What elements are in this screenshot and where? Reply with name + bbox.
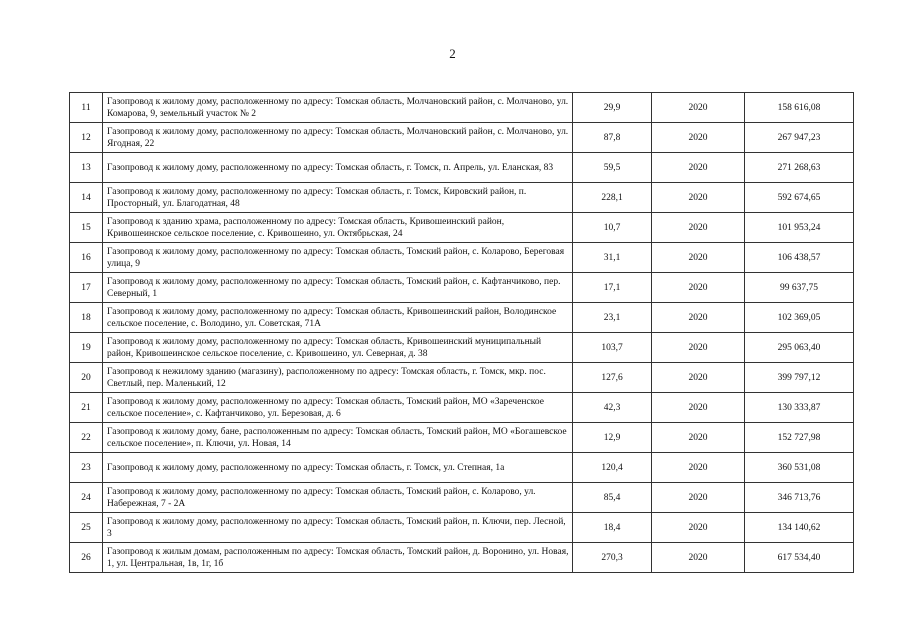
cost-cell: 102 369,05 [745,303,854,333]
table-row [70,303,854,333]
row-number-cell: 24 [70,483,103,513]
year-cell: 2020 [652,453,745,483]
description-cell: Газопровод к жилому дому, расположенному по адресу: Томская область, Томский район, МО «Зареченское сельское поселение», с. Кафтанчиково, ул. Березовая, д. 6 [103,393,573,423]
length-cell: 103,7 [573,333,652,363]
cost-cell: 152 727,98 [745,423,854,453]
table-row [70,93,854,123]
table-row [70,183,854,213]
table-row [70,423,854,453]
cost-cell: 360 531,08 [745,453,854,483]
description-cell: Газопровод к жилому дому, расположенному по адресу: Томская область, г. Томск, Кировский район, п. Просторный, ул. Благодатная, 48 [103,183,573,213]
year-cell: 2020 [652,333,745,363]
cost-cell: 101 953,24 [745,213,854,243]
table-row [70,273,854,303]
length-cell: 29,9 [573,93,652,123]
year-cell: 2020 [652,183,745,213]
description-cell: Газопровод к нежилому зданию (магазину), расположенному по адресу: Томская область, г. Томск, мкр. пос. Светлый, пер. Маленький, 12 [103,363,573,393]
length-cell: 23,1 [573,303,652,333]
year-cell: 2020 [652,303,745,333]
description-cell: Газопровод к жилому дому, расположенному по адресу: Томская область, Молчановский район, с. Молчаново, ул. Ягодная, 22 [103,123,573,153]
year-cell: 2020 [652,123,745,153]
table-row [70,123,854,153]
length-cell: 42,3 [573,393,652,423]
row-number-cell: 15 [70,213,103,243]
table-row [70,513,854,543]
table-row [70,243,854,273]
cost-cell: 99 637,75 [745,273,854,303]
description-cell: Газопровод к жилому дому, расположенному по адресу: Томская область, Молчановский район, с. Молчаново, ул. Комарова, 9, земельный участок № 2 [103,93,573,123]
year-cell: 2020 [652,423,745,453]
table-row [70,453,854,483]
table-row [70,333,854,363]
row-number-cell: 25 [70,513,103,543]
row-number-cell: 12 [70,123,103,153]
row-number-cell: 22 [70,423,103,453]
length-cell: 85,4 [573,483,652,513]
description-cell: Газопровод к жилому дому, расположенному по адресу: Томская область, Томский район, с. Коларово, ул. Набережная, 7 - 2А [103,483,573,513]
row-number-cell: 23 [70,453,103,483]
description-cell: Газопровод к жилому дому, расположенному по адресу: Томская область, г. Томск, ул. Степная, 1а [103,453,573,483]
length-cell: 12,9 [573,423,652,453]
year-cell: 2020 [652,273,745,303]
length-cell: 17,1 [573,273,652,303]
description-cell: Газопровод к жилому дому, расположенному по адресу: Томская область, Кривошеинский муниципальный район, Кривошеинское сельское поселение, с. Кривошеино, ул. Северная, д. 38 [103,333,573,363]
cost-cell: 106 438,57 [745,243,854,273]
year-cell: 2020 [652,393,745,423]
description-cell: Газопровод к жилому дому, бане, расположенным по адресу: Томская область, Томский район, МО «Богашевское сельское поселение», п. Ключи, ул. Новая, 14 [103,423,573,453]
table-row [70,393,854,423]
description-cell: Газопровод к жилым домам, расположенным по адресу: Томская область, Томский район, д. Воронино, ул. Новая, 1, ул. Центральная, 1в, 1г, 1б [103,543,573,573]
description-cell: Газопровод к жилому дому, расположенному по адресу: Томская область, Кривошеинский район, Володинское сельское поселение, с. Володино, ул. Советская, 71А [103,303,573,333]
cost-cell: 267 947,23 [745,123,854,153]
cost-cell: 295 063,40 [745,333,854,363]
cost-cell: 271 268,63 [745,153,854,183]
cost-cell: 592 674,65 [745,183,854,213]
description-cell: Газопровод к жилому дому, расположенному по адресу: Томская область, Томский район, с. Коларово, Береговая улица, 9 [103,243,573,273]
description-cell: Газопровод к жилому дому, расположенному по адресу: Томская область, г. Томск, п. Апрель, ул. Еланская, 83 [103,153,573,183]
row-number-cell: 20 [70,363,103,393]
table-row [70,153,854,183]
length-cell: 270,3 [573,543,652,573]
table-body [70,93,854,573]
description-cell: Газопровод к зданию храма, расположенному по адресу: Томская область, Кривошеинский район, Кривошеинское сельское поселение, с. Кривошеино, ул. Октябрьская, 24 [103,213,573,243]
description-cell: Газопровод к жилому дому, расположенному по адресу: Томская область, Томский район, п. Ключи, пер. Лесной, 3 [103,513,573,543]
year-cell: 2020 [652,363,745,393]
year-cell: 2020 [652,243,745,273]
year-cell: 2020 [652,93,745,123]
row-number-cell: 14 [70,183,103,213]
length-cell: 228,1 [573,183,652,213]
cost-cell: 346 713,76 [745,483,854,513]
gas-pipeline-table [69,92,854,573]
length-cell: 18,4 [573,513,652,543]
table-row [70,543,854,573]
row-number-cell: 19 [70,333,103,363]
cost-cell: 134 140,62 [745,513,854,543]
year-cell: 2020 [652,513,745,543]
row-number-cell: 26 [70,543,103,573]
row-number-cell: 11 [70,93,103,123]
length-cell: 87,8 [573,123,652,153]
row-number-cell: 17 [70,273,103,303]
cost-cell: 158 616,08 [745,93,854,123]
row-number-cell: 21 [70,393,103,423]
year-cell: 2020 [652,213,745,243]
length-cell: 59,5 [573,153,652,183]
length-cell: 10,7 [573,213,652,243]
year-cell: 2020 [652,483,745,513]
table-row [70,483,854,513]
length-cell: 31,1 [573,243,652,273]
page-number: 2 [449,46,456,61]
description-cell: Газопровод к жилому дому, расположенному по адресу: Томская область, Томский район, с. Кафтанчиково, пер. Северный, 1 [103,273,573,303]
cost-cell: 130 333,87 [745,393,854,423]
row-number-cell: 16 [70,243,103,273]
cost-cell: 617 534,40 [745,543,854,573]
length-cell: 120,4 [573,453,652,483]
row-number-cell: 13 [70,153,103,183]
table-row [70,363,854,393]
year-cell: 2020 [652,153,745,183]
year-cell: 2020 [652,543,745,573]
row-number-cell: 18 [70,303,103,333]
cost-cell: 399 797,12 [745,363,854,393]
table-row [70,213,854,243]
length-cell: 127,6 [573,363,652,393]
